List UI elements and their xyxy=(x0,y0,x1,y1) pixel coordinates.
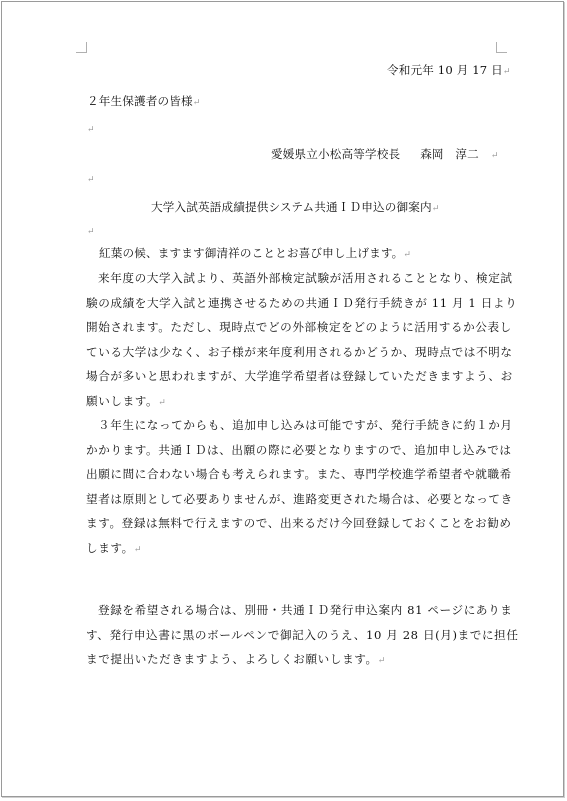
sender-school: 愛媛県立小松高等学校長 xyxy=(271,147,401,161)
paragraph-line: 来年度の大学入試より、英語外部検定試験が活用されることとなり、検定試 xyxy=(98,271,513,285)
paragraph-line: 験の成績を大学入試と連携させるための共通ＩＤ発行手続きが 11 月 1 日より xyxy=(86,295,518,310)
document-page xyxy=(1,1,564,797)
paragraph-line: 場合が多いと思われますが、大学進学希望者は登録していただきますよう、お xyxy=(86,369,513,383)
paragraph-line: ている大学は少なく、お子様が来年度利用されるかどうか、現時点では不明な xyxy=(86,344,513,359)
empty-paragraph-mark: ↵ xyxy=(87,227,95,237)
sender-line: 愛媛県立小松高等学校長 森岡 淳二 ↵ xyxy=(271,147,499,161)
paragraph-line: す、発行申込書に黒のボールペンで御記入のうえ、10 月 28 日(月)までに担任 xyxy=(86,627,519,642)
greeting: 紅葉の候、ますます御清祥のこととお喜び申し上げます。↵ xyxy=(99,246,412,260)
paragraph-line: 望者は原則として必要ありませんが、進路変更された場合は、必要となってき xyxy=(86,491,513,506)
paragraph-line: 開始されます。ただし、現時点でどの外部検定をどのように活用するか公表し xyxy=(86,320,512,334)
addressee: ２年生保護者の皆様↵ xyxy=(87,94,201,108)
paragraph-line: ３年生になってからも、追加申し込みは可能ですが、発行手続きに約１か月 xyxy=(98,418,513,432)
crop-mark-top-right xyxy=(496,42,507,53)
document-date: 令和元年 10 月 17 日↵ xyxy=(387,63,511,77)
paragraph-line: ます。登録は無料で行えますので、出来るだけ今回登録しておくことをお勧め xyxy=(86,516,512,530)
paragraph-line: かかります。共通ＩＤは、出願の際に必要となりますので、追加申し込みでは xyxy=(86,442,512,457)
paragraph-line: 願いします。↵ xyxy=(86,393,167,408)
paragraph-line: 登録を希望される場合は、別冊・共通ＩＤ発行申込案内 81 ページにありま xyxy=(98,603,513,617)
paragraph-line: 出願に間に合わない場合も考えられます。また、専門学校進学希望者や就職希 xyxy=(86,467,512,481)
document-title: 大学入試英語成績提供システム共通ＩＤ申込の御案内↵ xyxy=(151,200,440,214)
empty-paragraph-mark: ↵ xyxy=(87,125,95,135)
sender-name: 森岡 淳二 xyxy=(420,147,479,161)
crop-mark-top-left xyxy=(76,42,87,53)
paragraph-line: します。↵ xyxy=(86,540,143,555)
empty-paragraph-mark: ↵ xyxy=(87,175,95,185)
paragraph-line: まで提出いただきますよう、よろしくお願いします。↵ xyxy=(86,652,386,666)
